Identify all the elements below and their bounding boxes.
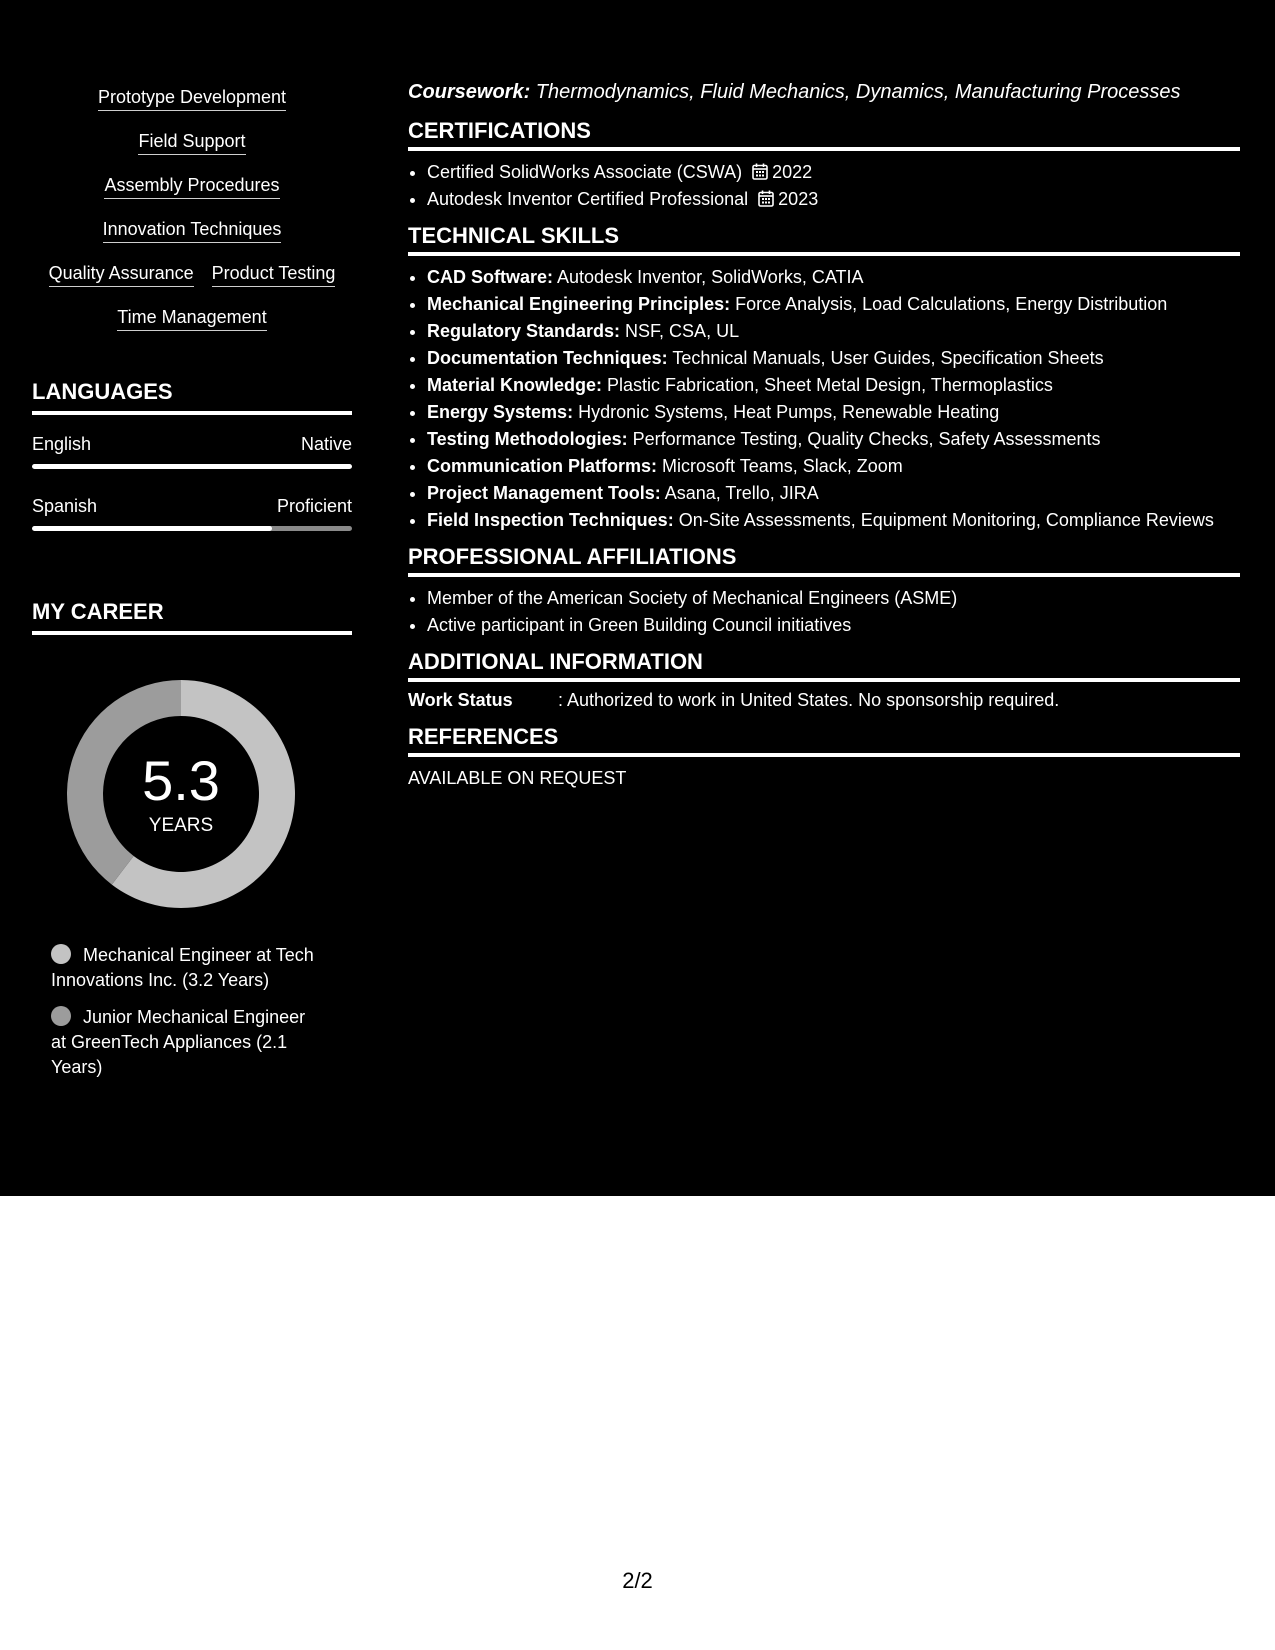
certification-year: 2023 [778, 189, 819, 209]
certification-item [427, 159, 1240, 186]
career-years-unit: YEARS [148, 815, 214, 836]
technical-skill-item [427, 507, 1240, 534]
right-column [408, 78, 1240, 792]
skill-tag: Product Testing [212, 262, 336, 287]
skill-tag: Quality Assurance [49, 262, 194, 287]
technical-skill-item [427, 453, 1240, 480]
technical-skill-item [427, 399, 1240, 426]
skill-tag: Field Support [138, 130, 245, 155]
technical-skill-label: Material Knowledge: [427, 375, 603, 395]
technical-skill-item [427, 372, 1240, 399]
page-number: 2/2 [622, 1568, 653, 1593]
technical-skill-value: Microsoft Teams, Slack, Zoom [657, 456, 903, 476]
technical-skill-item [427, 426, 1240, 453]
skill-tag: Assembly Procedures [104, 174, 279, 199]
language-proficiency-bar [32, 526, 352, 531]
technical-skill-value: Technical Manuals, User Guides, Specification Sheets [667, 348, 1104, 368]
legend-dot-icon [51, 944, 71, 964]
references-text: AVAILABLE ON REQUEST [408, 768, 627, 788]
certification-name: Autodesk Inventor Certified Professional [427, 189, 749, 209]
technical-skill-label: Communication Platforms: [427, 456, 658, 476]
language-item [32, 495, 352, 531]
technical-skill-label: Project Management Tools: [427, 483, 661, 503]
technical-skill-value: On-Site Assessments, Equipment Monitoring, Compliance Reviews [673, 510, 1214, 530]
coursework-label: Coursework: [408, 81, 531, 103]
left-column [32, 86, 352, 1092]
career-job-label: Mechanical Engineer at Tech Innovations Inc. (3.2 Years) [51, 945, 314, 990]
career-legend-item [51, 943, 321, 993]
technical-skill-value: Plastic Fabrication, Sheet Metal Design, Thermoplastics [602, 375, 1053, 395]
work-status-value: : Authorized to work in United States. No sponsorship required. [558, 690, 1060, 710]
technical-skill-label: CAD Software: [427, 267, 554, 287]
additional-info-title: ADDITIONAL INFORMATION [408, 649, 1240, 682]
coursework-text: Thermodynamics, Fluid Mechanics, Dynamics, Manufacturing Processes [530, 81, 1181, 103]
career-legend [51, 943, 321, 1080]
technical-skill-label: Testing Methodologies: [427, 429, 628, 449]
coursework [408, 78, 1240, 106]
technical-skills-section [408, 223, 1240, 534]
references-title: REFERENCES [408, 724, 1240, 757]
technical-skill-label: Energy Systems: [427, 402, 574, 422]
technical-skill-item [427, 480, 1240, 507]
certification-year: 2022 [772, 162, 813, 182]
language-item [32, 433, 352, 469]
language-level: Proficient [276, 496, 352, 516]
technical-skill-value: Asana, Trello, JIRA [660, 483, 819, 503]
affiliation-item: • Active participant in Green Building Council initiatives [427, 612, 1240, 639]
career-legend-item [51, 1005, 321, 1080]
technical-skill-label: Regulatory Standards: [427, 321, 621, 341]
skill-tag: Time Management [117, 306, 266, 331]
skills-tags [32, 86, 352, 350]
affiliation-item: • Member of the American Society of Mechanical Engineers (ASME) [427, 585, 1240, 612]
skill-tag: Innovation Techniques [103, 218, 282, 243]
language-name: English [32, 434, 92, 454]
legend-dot-icon [51, 1006, 71, 1026]
technical-skill-label: Field Inspection Techniques: [427, 510, 674, 530]
technical-skills-title: TECHNICAL SKILLS [408, 223, 1240, 256]
technical-skill-value: NSF, CSA, UL [620, 321, 740, 341]
technical-skill-item [427, 291, 1240, 318]
technical-skill-item [427, 318, 1240, 345]
language-proficiency-bar [32, 464, 352, 469]
calendar-icon [752, 163, 768, 180]
technical-skill-value: Force Analysis, Load Calculations, Energy Distribution [730, 294, 1168, 314]
additional-info-section [408, 649, 1240, 714]
technical-skill-label: Documentation Techniques: [427, 348, 668, 368]
career-job-label: Junior Mechanical Engineer at GreenTech Appliances (2.1 Years) [51, 1007, 306, 1077]
references-section [408, 724, 1240, 792]
technical-skill-item [427, 264, 1240, 291]
technical-skill-value: Hydronic Systems, Heat Pumps, Renewable Heating [573, 402, 1000, 422]
certification-item [427, 186, 1240, 213]
technical-skills-list [408, 264, 1240, 534]
technical-skill-item [427, 345, 1240, 372]
language-name: Spanish [32, 496, 98, 516]
technical-skill-value: Autodesk Inventor, SolidWorks, CATIA [553, 267, 864, 287]
languages-title: LANGUAGES [32, 379, 352, 415]
work-status-label: Work Status [408, 690, 513, 710]
technical-skill-value: Performance Testing, Quality Checks, Safety Assessments [627, 429, 1101, 449]
career-donut-chart [66, 679, 296, 909]
skill-tag: Prototype Development [98, 86, 286, 111]
technical-skill-label: Mechanical Engineering Principles: [427, 294, 731, 314]
certifications-title: CERTIFICATIONS [408, 118, 1240, 151]
career-title: MY CAREER [32, 599, 352, 635]
affiliations-section [408, 544, 1240, 639]
certifications-section [408, 118, 1240, 213]
calendar-icon [758, 190, 774, 207]
language-level: Native [300, 434, 352, 454]
certification-name: Certified SolidWorks Associate (CSWA) [427, 162, 743, 182]
affiliations-title: PROFESSIONAL AFFILIATIONS [408, 544, 1240, 577]
career-total-years: 5.3 [142, 749, 220, 812]
